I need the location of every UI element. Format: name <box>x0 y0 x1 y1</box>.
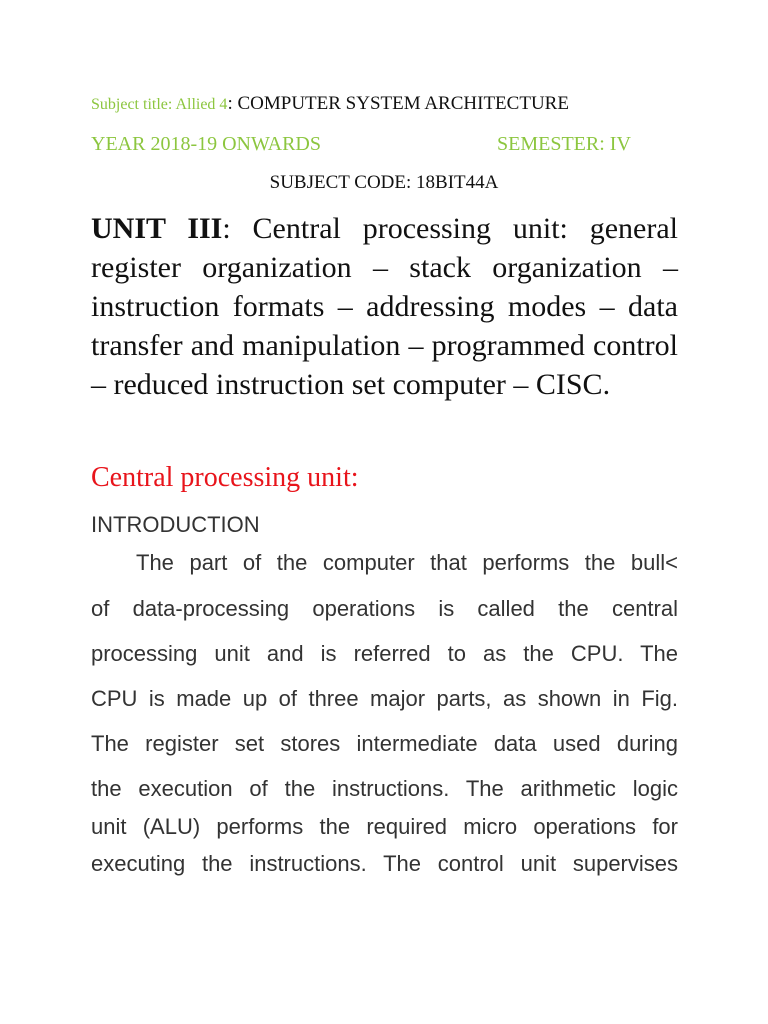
subject-code: SUBJECT CODE: 18BIT44A <box>269 172 499 193</box>
body-line-6: the execution of the instructions. The arithmetic logic <box>91 776 678 801</box>
year-label: YEAR 2018-19 ONWARDS <box>91 133 321 155</box>
unit-line-5: – reduced instruction set computer – CISC. <box>91 368 611 401</box>
subject-title: : COMPUTER SYSTEM ARCHITECTURE <box>227 93 569 114</box>
unit-description <box>91 209 678 404</box>
body-line-1: The part of the computer that performs the bull< <box>136 550 678 575</box>
body-line-3: processing unit and is referred to as the CPU. The <box>91 641 678 666</box>
unit-label: UNIT III <box>91 212 223 245</box>
subject-title-line <box>91 93 569 115</box>
subject-title-prefix: Subject title: Allied 4 <box>91 96 228 113</box>
unit-line-4: transfer and manipulation – programmed control <box>91 329 678 362</box>
unit-line-1 <box>91 209 678 248</box>
unit-line-2: register organization – stack organization – <box>91 251 678 284</box>
body-line-8: executing the instructions. The control unit supervises <box>91 851 678 876</box>
body-line-5: The register set stores intermediate data used during <box>91 731 678 756</box>
unit-line-3: instruction formats – addressing modes – data <box>91 290 678 323</box>
body-line-7: unit (ALU) performs the required micro operations for <box>91 814 678 839</box>
introduction-heading: INTRODUCTION <box>91 512 260 537</box>
section-heading: Central processing unit: <box>91 462 359 493</box>
semester-label: SEMESTER: IV <box>497 133 631 155</box>
body-line-4: CPU is made up of three major parts, as shown in Fig. <box>91 686 678 711</box>
unit-line-1-text: : Central processing unit: general <box>222 212 679 245</box>
body-line-2: of data-processing operations is called the central <box>91 596 678 621</box>
